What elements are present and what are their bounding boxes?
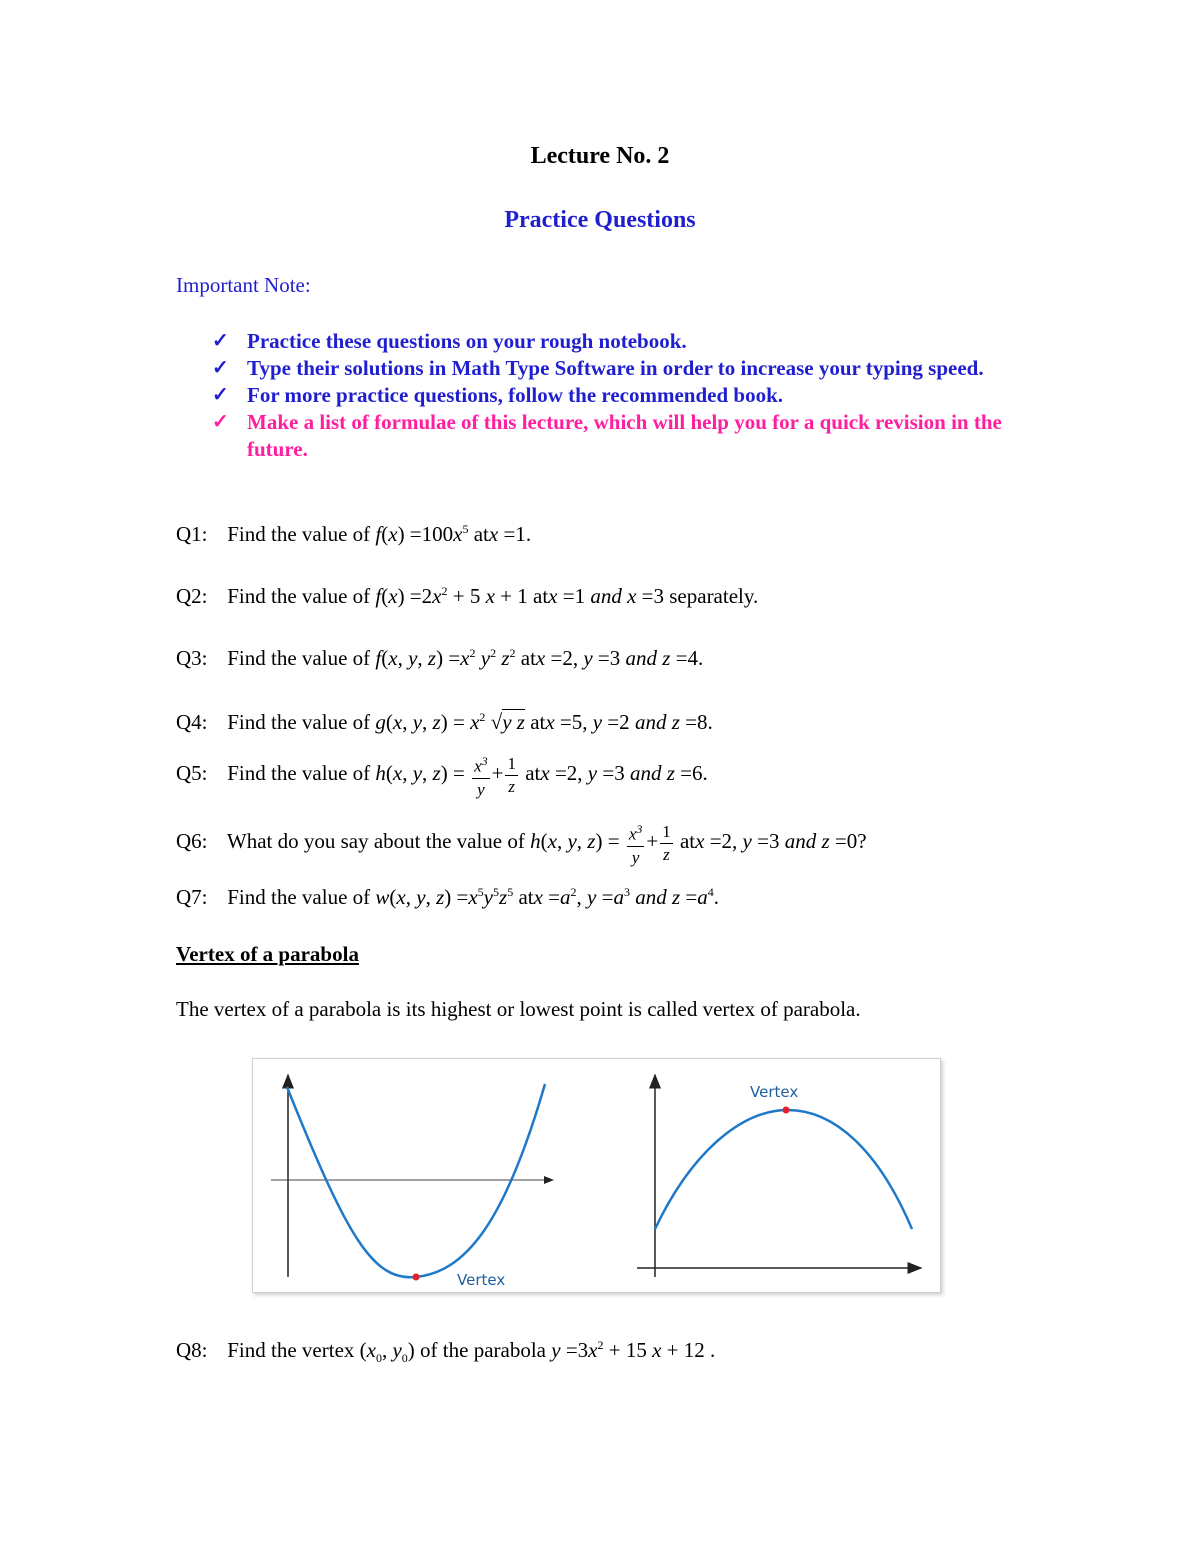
note-item: ✓ Type their solutions in Math Type Software in order to increase your typing speed.	[212, 356, 984, 380]
page-subtitle: Practice Questions	[504, 207, 696, 233]
checkmark-icon: ✓	[212, 330, 229, 352]
note-list	[212, 328, 1032, 463]
formula: f	[375, 522, 382, 546]
vertex-point-left	[413, 1274, 420, 1281]
question-5: Q5: Find the value of h(x, y, z) = $\frac{x^3}{y}$ + $\frac{1}{z}$ atx =2, y =3 and z =6.	[176, 750, 708, 801]
checkmark-icon: ✓	[212, 411, 229, 433]
vertex-label-left: Vertex	[457, 1271, 506, 1289]
question-1: Q1: Find the value of $f(x) =100x^5$ atx =1.	[176, 522, 532, 546]
fraction: $\frac{1}{z}$	[507, 753, 516, 796]
downward-parabola	[655, 1110, 912, 1229]
note-item: ✓ Practice these questions on your rough notebook.	[212, 329, 687, 353]
question-4: Q4: Find the value of g(x, y, $z) = x^2$ √y z atx =5, y =2 and z =8.	[176, 710, 713, 734]
vertex-label-right: Vertex	[750, 1083, 799, 1101]
question-6: Q6: What do you say about the value of h(x, y, z) = $\frac{x^3}{y}$ + $\frac{1}{z}$ atx =2, y =3 and z =0?	[176, 818, 867, 869]
question-7: Q7: Find the value of w(x, y, $z) =x^5y^5z^5$ atx $=a^2$, $y =a^3$ and $z =a^4$.	[176, 885, 719, 909]
checkmark-icon: ✓	[212, 384, 229, 406]
question-8: Q8: Find the vertex ($x_0$, $y_0$) of the parabola $y =3x^2 + 15$ x + 12 .	[176, 1338, 716, 1366]
fraction: $\frac{x^3}{y}$	[472, 750, 490, 801]
fraction: $\frac{x^3}{y}$	[627, 818, 645, 869]
parabola-figure	[252, 1058, 941, 1293]
page-title: Lecture No. 2	[530, 143, 670, 169]
parabola-diagram	[253, 1059, 940, 1292]
question-2: Q2: Find the value of $f(x) =2x^2 + 5$ x + 1 atx =1 and x =3 separately.	[176, 584, 759, 608]
important-note-heading: Important Note:	[176, 273, 311, 297]
section-paragraph: The vertex of a parabola is its highest or lowest point is called vertex of parabola.	[176, 997, 861, 1021]
upward-parabola	[287, 1084, 545, 1277]
fraction: $\frac{1}{z}$	[662, 821, 671, 864]
note-item: ✓ Make a list of formulae of this lecture, which will help you for a quick revision in the future.	[212, 410, 1002, 461]
section-heading: Vertex of a parabola	[176, 942, 359, 966]
question-3: Q3: Find the value of f(x, y, $z) =x^2$ $y^2$ $z^2$ atx =2, y =3 and z =4.	[176, 646, 704, 670]
vertex-point-right	[783, 1107, 790, 1114]
note-item: ✓ For more practice questions, follow the recommended book.	[212, 383, 784, 407]
checkmark-icon: ✓	[212, 357, 229, 379]
